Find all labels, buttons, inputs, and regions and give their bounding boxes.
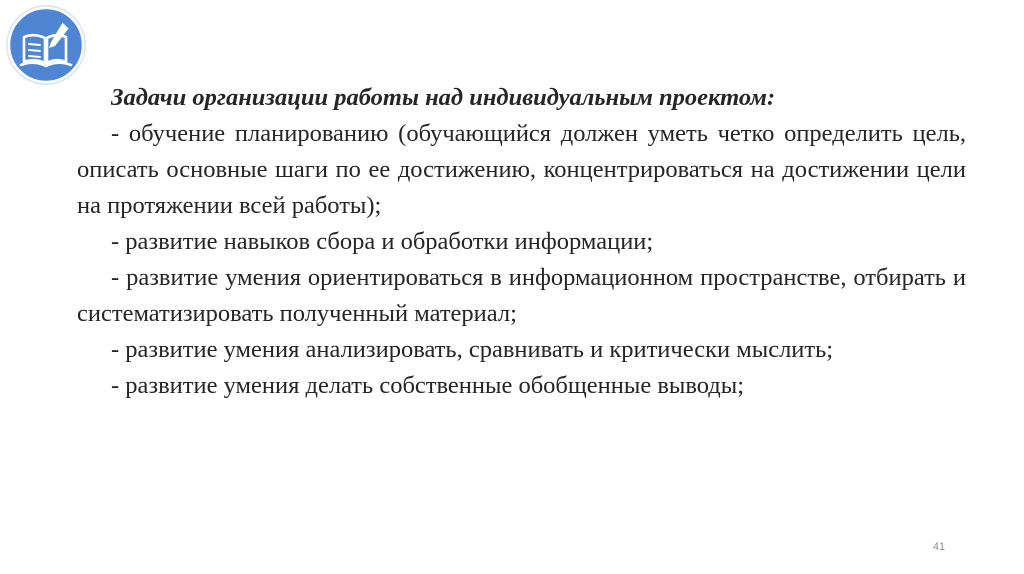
task-item: - развитие умения анализировать, сравнивать и критически мыслить;: [111, 336, 834, 363]
task-item: - развитие умения делать собственные обобщенные выводы;: [111, 372, 745, 399]
open-book-pencil-icon: [5, 4, 87, 86]
slide-content: [77, 80, 966, 404]
task-item: - обучение планированию (обучающийся должен уметь четко определить цель, описать основные шаги по ее достижению, концентрироваться на достижении цели на протяжении всей работы);: [77, 120, 966, 219]
slide-heading: Задачи организации работы над индивидуальным проектом:: [111, 84, 776, 111]
page-number: 41: [932, 541, 946, 553]
task-item: - развитие умения ориентироваться в информационном пространстве, отбирать и систематизировать полученный материал;: [77, 264, 966, 327]
task-item: - развитие навыков сбора и обработки информации;: [111, 228, 654, 255]
